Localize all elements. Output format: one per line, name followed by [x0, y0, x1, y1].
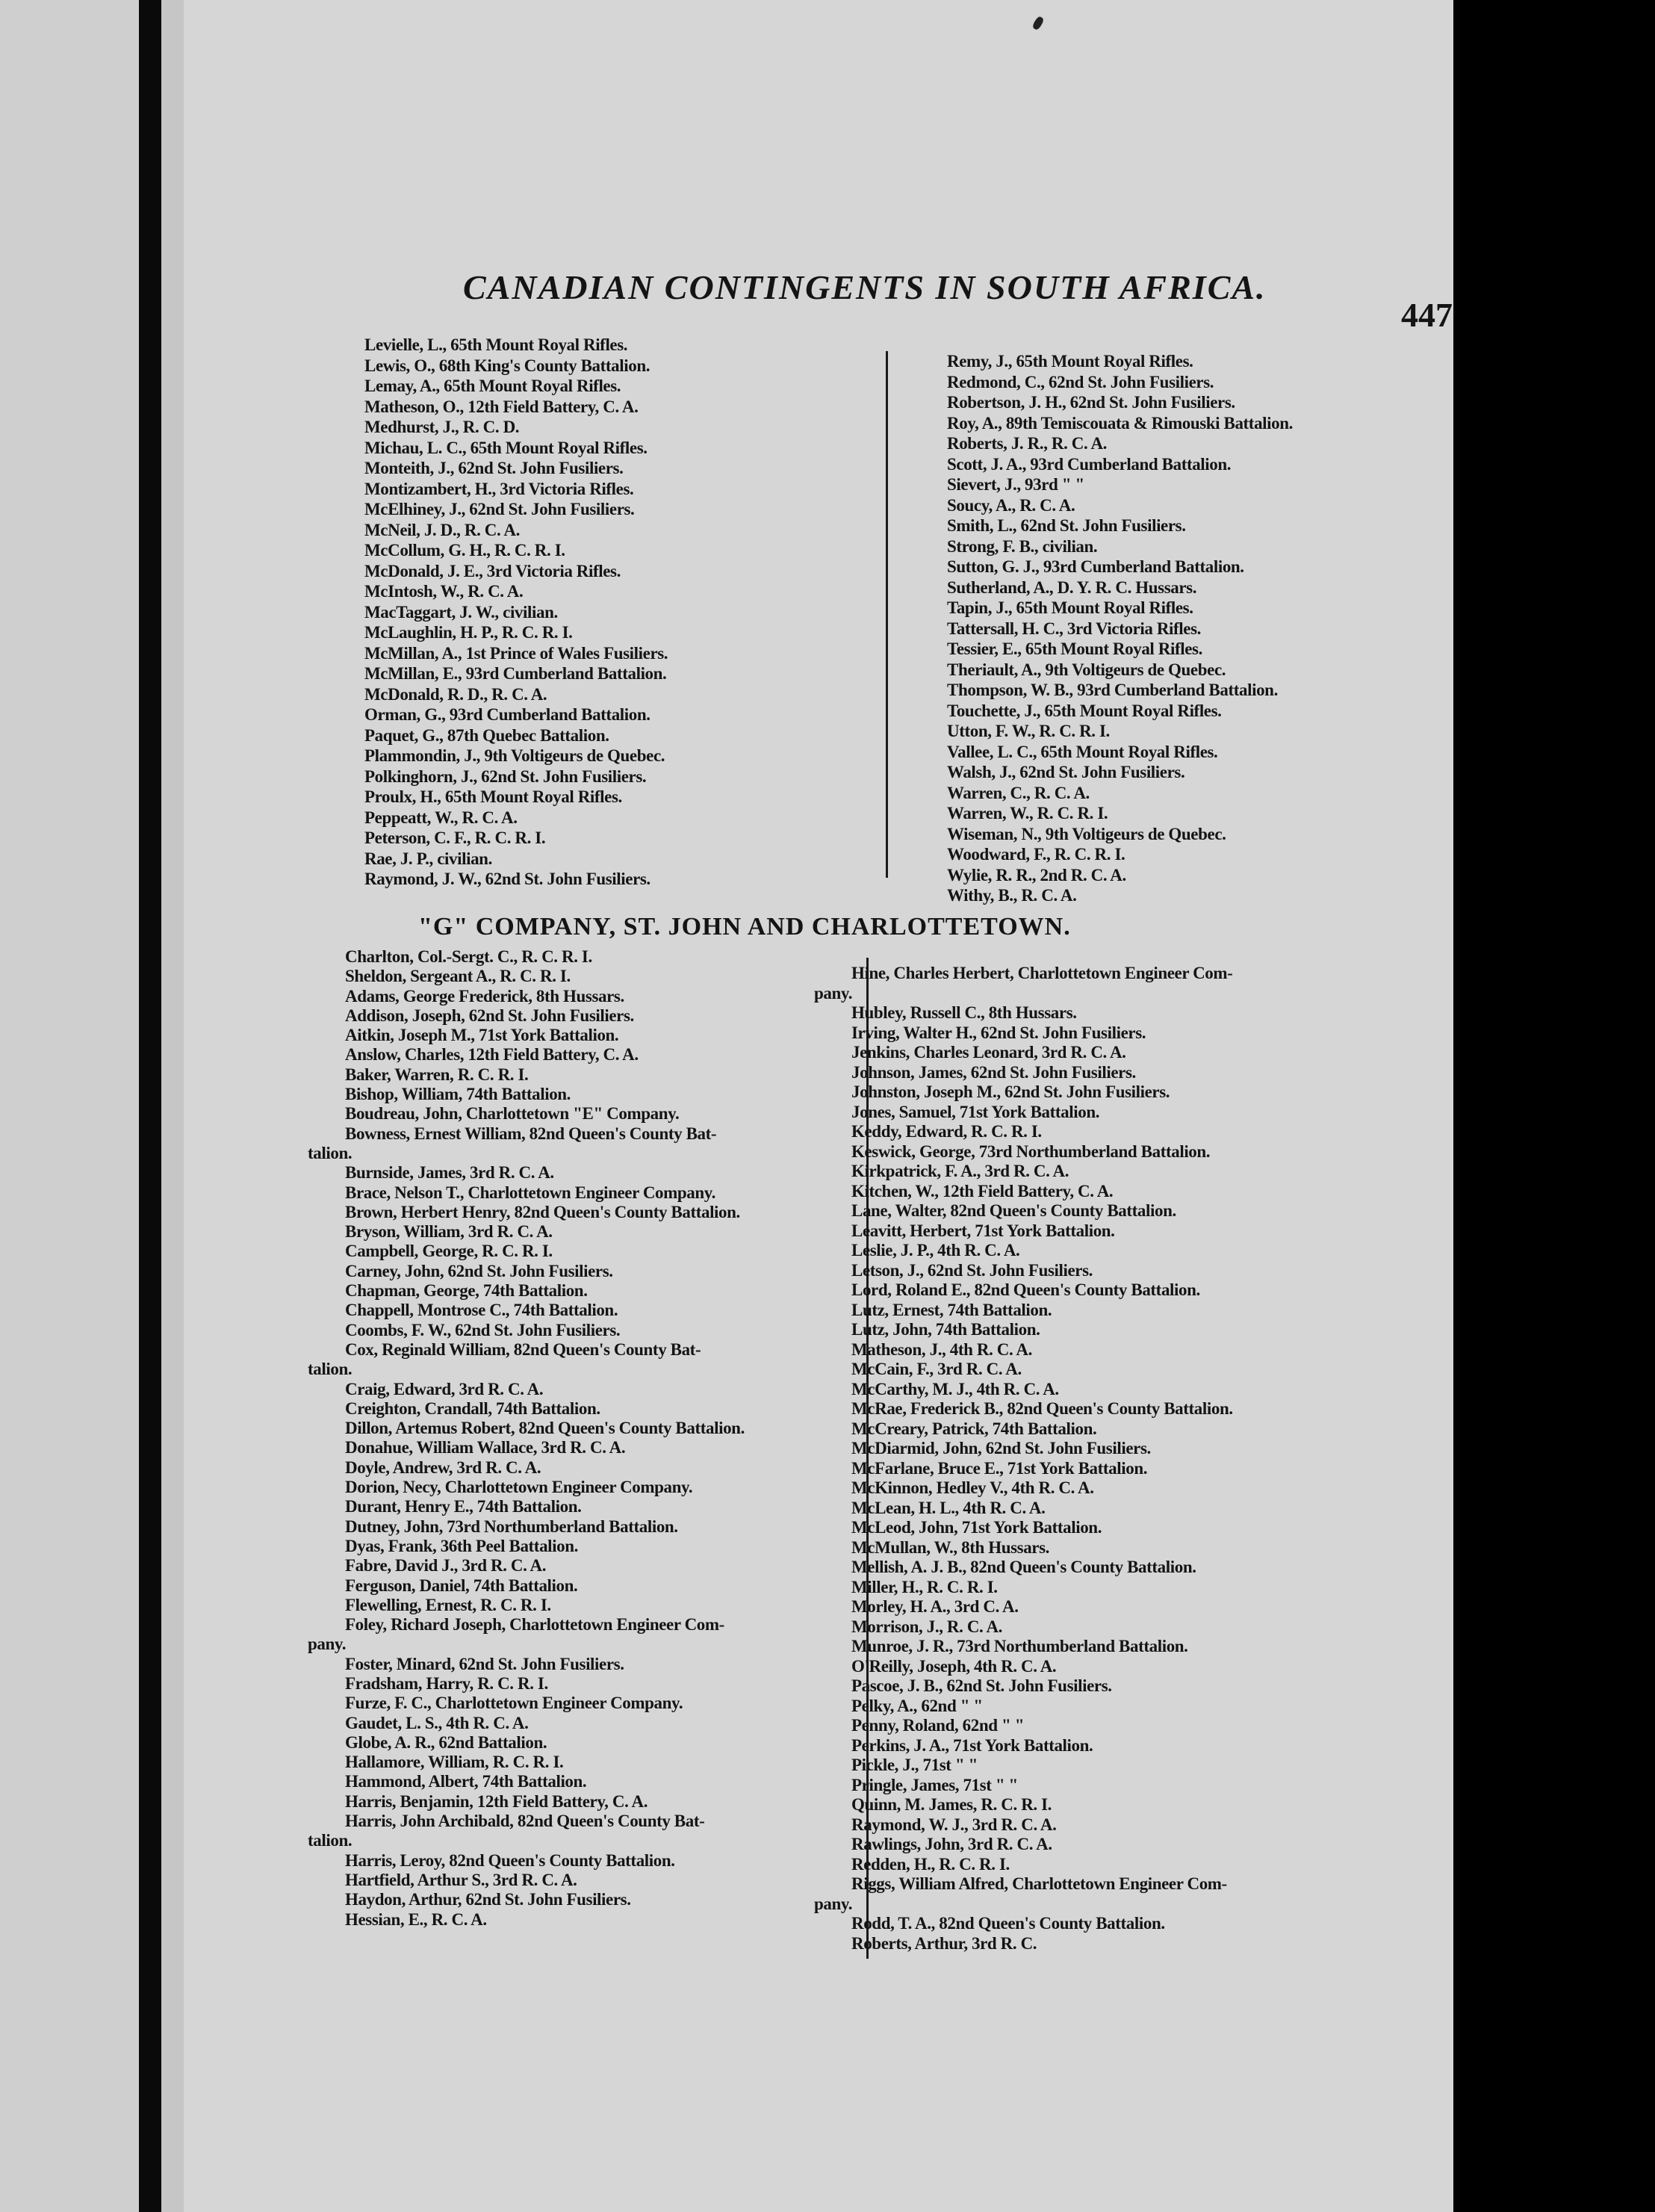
roster-entry: Matheson, J., 4th R. C. A. — [851, 1339, 1032, 1359]
roster-entry: Remy, J., 65th Mount Royal Rifles. — [947, 352, 1193, 371]
roster-entry: McCollum, G. H., R. C. R. I. — [364, 541, 565, 560]
roster-entry: Sutton, G. J., 93rd Cumberland Battalion. — [947, 557, 1244, 576]
roster-entry: Rae, J. P., civilian. — [364, 849, 492, 868]
roster-entry: Jones, Samuel, 71st York Battalion. — [851, 1102, 1100, 1121]
roster-entry: Irving, Walter H., 62nd St. John Fusiliers. — [851, 1023, 1146, 1042]
roster-entry: McKinnon, Hedley V., 4th R. C. A. — [851, 1478, 1094, 1497]
roster-entry: McMullan, W., 8th Hussars. — [851, 1537, 1050, 1557]
roster-entry: McIntosh, W., R. C. A. — [364, 582, 524, 601]
roster-entry: Levielle, L., 65th Mount Royal Rifles. — [364, 335, 628, 354]
roster-entry: Creighton, Crandall, 74th Battalion. — [345, 1398, 600, 1418]
roster-entry: Soucy, A., R. C. A. — [947, 495, 1075, 515]
roster-entry: Hubley, Russell C., 8th Hussars. — [851, 1003, 1077, 1022]
roster-entry: Peterson, C. F., R. C. R. I. — [364, 828, 546, 847]
roster-entry: Harris, John Archibald, 82nd Queen's County Bat- — [345, 1812, 705, 1831]
roster-entry: McCain, F., 3rd R. C. A. — [851, 1360, 1022, 1378]
roster-entry: Roberts, J. R., R. C. A. — [947, 434, 1107, 453]
roster-entry: Pelky, A., 62nd " " — [851, 1696, 983, 1715]
page-number: 447 — [1401, 296, 1453, 334]
roster-entry: Montizambert, H., 3rd Victoria Rifles. — [364, 479, 634, 498]
roster-entry: Addison, Joseph, 62nd St. John Fusiliers. — [345, 1006, 634, 1025]
roster-entry: Michau, L. C., 65th Mount Royal Rifles. — [364, 438, 648, 457]
roster-entry: Hammond, Albert, 74th Battalion. — [345, 1772, 587, 1791]
facing-page-edge — [0, 0, 153, 2212]
roster-entry: Robertson, J. H., 62nd St. John Fusiliers. — [947, 393, 1235, 412]
roster-entry: Utton, F. W., R. C. R. I. — [947, 722, 1110, 740]
roster-entry: McElhiney, J., 62nd St. John Fusiliers. — [364, 500, 635, 518]
roster-entry: Brown, Herbert Henry, 82nd Queen's County Battalion. — [345, 1202, 740, 1221]
roster-entry: Gaudet, L. S., 4th R. C. A. — [345, 1713, 529, 1732]
roster-entry: Paquet, G., 87th Quebec Battalion. — [364, 725, 609, 745]
roster-entry: Vallee, L. C., 65th Mount Royal Rifles. — [947, 742, 1218, 761]
roster-entry: Withy, B., R. C. A. — [947, 886, 1077, 905]
roster-entry: Fradsham, Harry, R. C. R. I. — [345, 1673, 548, 1693]
roster-entry: Warren, C., R. C. A. — [947, 783, 1090, 802]
roster-entry: O'Reilly, Joseph, 4th R. C. A. — [851, 1656, 1057, 1676]
roster-entry: Tessier, E., 65th Mount Royal Rifles. — [947, 639, 1202, 658]
roster-entry: Burnside, James, 3rd R. C. A. — [345, 1163, 554, 1183]
roster-entry: Proulx, H., 65th Mount Royal Rifles. — [364, 787, 622, 806]
roster-entry: McDiarmid, John, 62nd St. John Fusiliers. — [851, 1439, 1151, 1457]
roster-entry: Sievert, J., 93rd " " — [947, 475, 1084, 494]
roster-entry: Dutney, John, 73rd Northumberland Battalion. — [345, 1517, 678, 1536]
roster-entry: Kitchen, W., 12th Field Battery, C. A. — [851, 1181, 1114, 1201]
roster-entry: Strong, F. B., civilian. — [947, 536, 1098, 556]
roster-entry: Munroe, J. R., 73rd Northumberland Battalion. — [851, 1637, 1188, 1655]
roster-entry: MacTaggart, J. W., civilian. — [364, 602, 558, 622]
roster-entry: Tattersall, H. C., 3rd Victoria Rifles. — [947, 619, 1202, 638]
roster-entry: Penny, Roland, 62nd " " — [851, 1716, 1025, 1735]
top-right-column — [947, 351, 1293, 906]
roster-entry: Keddy, Edward, R. C. R. I. — [851, 1122, 1042, 1141]
roster-entry: Pickle, J., 71st " " — [851, 1756, 978, 1774]
roster-entry: talion. — [308, 1831, 353, 1850]
roster-entry: Tapin, J., 65th Mount Royal Rifles. — [947, 598, 1193, 617]
roster-entry: Quinn, M. James, R. C. R. I. — [851, 1795, 1052, 1814]
roster-entry: Roy, A., 89th Temiscouata & Rimouski Battalion. — [947, 413, 1293, 433]
roster-entry: Polkinghorn, J., 62nd St. John Fusiliers. — [364, 766, 647, 786]
roster-entry: Chappell, Montrose C., 74th Battalion. — [345, 1301, 618, 1320]
roster-entry: Durant, Henry E., 74th Battalion. — [345, 1497, 582, 1517]
roster-entry: Johnson, James, 62nd St. John Fusiliers. — [851, 1062, 1136, 1082]
roster-entry: Bryson, William, 3rd R. C. A. — [345, 1222, 553, 1242]
roster-entry: Hessian, E., R. C. A. — [345, 1909, 487, 1929]
roster-entry: Keswick, George, 73rd Northumberland Battalion. — [851, 1141, 1211, 1161]
roster-entry: Morrison, J., R. C. A. — [851, 1617, 1003, 1636]
roster-entry: Rodd, T. A., 82nd Queen's County Battalion. — [851, 1914, 1165, 1933]
roster-entry: Hallamore, William, R. C. R. I. — [345, 1753, 564, 1772]
roster-entry: Ferguson, Daniel, 74th Battalion. — [345, 1576, 578, 1595]
roster-entry: Bowness, Ernest William, 82nd Queen's County Bat- — [345, 1124, 717, 1143]
roster-entry: McLeod, John, 71st York Battalion. — [851, 1518, 1102, 1537]
roster-entry: McFarlane, Bruce E., 71st York Battalion. — [851, 1458, 1148, 1478]
roster-entry: Globe, A. R., 62nd Battalion. — [345, 1732, 547, 1752]
roster-entry: Smith, L., 62nd St. John Fusiliers. — [947, 516, 1186, 535]
roster-entry: Hine, Charles Herbert, Charlottetown Engineer Com- — [851, 964, 1233, 982]
roster-entry: Woodward, F., R. C. R. I. — [947, 845, 1125, 864]
roster-entry: Jenkins, Charles Leonard, 3rd R. C. A. — [851, 1043, 1126, 1062]
roster-entry: Coombs, F. W., 62nd St. John Fusiliers. — [345, 1320, 621, 1339]
roster-entry: Scott, J. A., 93rd Cumberland Battalion. — [947, 454, 1232, 474]
roster-entry: Cox, Reginald William, 82nd Queen's County Bat- — [345, 1339, 701, 1359]
roster-entry: Medhurst, J., R. C. D. — [364, 418, 520, 436]
roster-entry: Touchette, J., 65th Mount Royal Rifles. — [947, 701, 1222, 720]
roster-entry: Mellish, A. J. B., 82nd Queen's County Battalion. — [851, 1558, 1196, 1576]
roster-entry: Pringle, James, 71st " " — [851, 1775, 1018, 1794]
roster-entry: Foster, Minard, 62nd St. John Fusiliers. — [345, 1654, 624, 1673]
roster-entry: Kirkpatrick, F. A., 3rd R. C. A. — [851, 1162, 1069, 1180]
roster-entry: Donahue, William Wallace, 3rd R. C. A. — [345, 1438, 626, 1457]
roster-entry: talion. — [308, 1143, 353, 1162]
roster-entry: McCarthy, M. J., 4th R. C. A. — [851, 1379, 1059, 1398]
roster-entry: McNeil, J. D., R. C. A. — [364, 520, 520, 539]
roster-entry: Lutz, John, 74th Battalion. — [851, 1320, 1040, 1339]
roster-entry: Walsh, J., 62nd St. John Fusiliers. — [947, 763, 1185, 781]
roster-entry: Brace, Nelson T., Charlottetown Engineer Company. — [345, 1183, 715, 1202]
roster-entry: Sheldon, Sergeant A., R. C. R. I. — [345, 967, 571, 986]
roster-entry: Adams, George Frederick, 8th Hussars. — [345, 986, 624, 1006]
roster-entry: Aitkin, Joseph M., 71st York Battalion. — [345, 1026, 619, 1045]
roster-entry: Wiseman, N., 9th Voltigeurs de Quebec. — [947, 824, 1226, 843]
roster-entry: Furze, F. C., Charlottetown Engineer Company. — [345, 1694, 683, 1713]
roster-entry: Raymond, W. J., 3rd R. C. A. — [851, 1815, 1057, 1834]
roster-entry: Bishop, William, 74th Battalion. — [345, 1085, 571, 1104]
roster-entry: Foley, Richard Joseph, Charlottetown Engineer Com- — [345, 1615, 724, 1635]
roster-entry: Pascoe, J. B., 62nd St. John Fusiliers. — [851, 1676, 1112, 1695]
roster-entry: Dillon, Artemus Robert, 82nd Queen's County Battalion. — [345, 1419, 745, 1438]
roster-entry: Campbell, George, R. C. R. I. — [345, 1242, 553, 1261]
page-margin-shadow — [161, 0, 184, 2212]
roster-entry: Dyas, Frank, 36th Peel Battalion. — [345, 1536, 578, 1555]
roster-entry: McRae, Frederick B., 82nd Queen's County Battalion. — [851, 1399, 1233, 1418]
roster-entry: McCreary, Patrick, 74th Battalion. — [851, 1419, 1097, 1438]
roster-entry: Lemay, A., 65th Mount Royal Rifles. — [364, 377, 621, 395]
roster-entry: Flewelling, Ernest, R. C. R. I. — [345, 1595, 551, 1614]
roster-entry: Monteith, J., 62nd St. John Fusiliers. — [364, 459, 624, 477]
roster-entry: Hartfield, Arthur S., 3rd R. C. A. — [345, 1870, 577, 1889]
roster-entry: Plammondin, J., 9th Voltigeurs de Quebec. — [364, 746, 665, 765]
roster-entry: talion. — [308, 1360, 353, 1379]
roster-entry: Miller, H., R. C. R. I. — [851, 1577, 998, 1596]
top-left-column — [364, 335, 668, 890]
roster-entry: Rawlings, John, 3rd R. C. A. — [851, 1835, 1052, 1853]
roster-entry: Baker, Warren, R. C. R. I. — [345, 1065, 529, 1084]
roster-entry: pany. — [814, 1894, 853, 1913]
roster-entry: Charlton, Col.-Sergt. C., R. C. R. I. — [345, 947, 592, 966]
book-gutter — [139, 0, 161, 2212]
roster-entry: Dorion, Necy, Charlottetown Engineer Company. — [345, 1478, 693, 1497]
roster-entry: Harris, Leroy, 82nd Queen's County Battalion. — [345, 1850, 675, 1870]
bottom-right-column — [814, 964, 1233, 1954]
roster-entry: McDonald, J. E., 3rd Victoria Rifles. — [364, 561, 621, 580]
roster-entry: McMillan, A., 1st Prince of Wales Fusiliers. — [364, 643, 668, 663]
roster-entry: Craig, Edward, 3rd R. C. A. — [345, 1379, 544, 1398]
roster-entry: Anslow, Charles, 12th Field Battery, C. A. — [345, 1045, 639, 1065]
roster-entry: Peppeatt, W., R. C. A. — [364, 808, 518, 827]
roster-entry: McLaughlin, H. P., R. C. R. I. — [364, 623, 573, 642]
roster-entry: Raymond, J. W., 62nd St. John Fusiliers. — [364, 870, 650, 888]
bottom-left-column — [308, 947, 745, 1930]
roster-entry: Leavitt, Herbert, 71st York Battalion. — [851, 1221, 1115, 1240]
roster-entry: Orman, G., 93rd Cumberland Battalion. — [364, 705, 650, 724]
roster-entry: Chapman, George, 74th Battalion. — [345, 1281, 588, 1301]
roster-entry: Theriault, A., 9th Voltigeurs de Quebec. — [947, 660, 1226, 679]
roster-entry: Thompson, W. B., 93rd Cumberland Battalion. — [947, 681, 1278, 699]
roster-entry: Doyle, Andrew, 3rd R. C. A. — [345, 1457, 541, 1477]
roster-entry: Letson, J., 62nd St. John Fusiliers. — [851, 1260, 1093, 1280]
roster-entry: Riggs, William Alfred, Charlottetown Engineer Com- — [851, 1874, 1227, 1893]
roster-entry: Leslie, J. P., 4th R. C. A. — [851, 1241, 1020, 1260]
roster-entry: pany. — [814, 983, 853, 1003]
roster-entry: Fabre, David J., 3rd R. C. A. — [345, 1556, 547, 1576]
roster-entry: Lutz, Ernest, 74th Battalion. — [851, 1300, 1052, 1319]
roster-entry: Lewis, O., 68th King's County Battalion. — [364, 356, 650, 375]
roster-entry: Matheson, O., 12th Field Battery, C. A. — [364, 397, 639, 416]
roster-entry: Lane, Walter, 82nd Queen's County Battalion. — [851, 1201, 1176, 1220]
column-divider-top — [886, 351, 888, 878]
roster-entry: Haydon, Arthur, 62nd St. John Fusiliers. — [345, 1890, 631, 1909]
roster-entry: Boudreau, John, Charlottetown "E" Company. — [345, 1104, 680, 1124]
roster-entry: Harris, Benjamin, 12th Field Battery, C. A. — [345, 1791, 648, 1811]
roster-entry: Sutherland, A., D. Y. R. C. Hussars. — [947, 577, 1197, 597]
roster-entry: McMillan, E., 93rd Cumberland Battalion. — [364, 664, 667, 683]
section-heading: "G" COMPANY, ST. JOHN AND CHARLOTTETOWN. — [418, 913, 1071, 941]
roster-entry: McDonald, R. D., R. C. A. — [364, 684, 547, 704]
roster-entry: Redmond, C., 62nd St. John Fusiliers. — [947, 372, 1214, 391]
roster-entry: Morley, H. A., 3rd C. A. — [851, 1597, 1019, 1616]
roster-entry: Perkins, J. A., 71st York Battalion. — [851, 1735, 1093, 1755]
roster-entry: Lord, Roland E., 82nd Queen's County Battalion. — [851, 1280, 1200, 1299]
roster-entry: Carney, John, 62nd St. John Fusiliers. — [345, 1261, 613, 1280]
roster-entry: Warren, W., R. C. R. I. — [947, 804, 1108, 822]
roster-entry: Wylie, R. R., 2nd R. C. A. — [947, 865, 1126, 885]
roster-entry: pany. — [308, 1635, 347, 1654]
roster-entry: McLean, H. L., 4th R. C. A. — [851, 1498, 1046, 1517]
roster-entry: Roberts, Arthur, 3rd R. C. — [851, 1933, 1037, 1953]
roster-entry: Johnston, Joseph M., 62nd St. John Fusiliers. — [851, 1082, 1170, 1101]
roster-entry: Redden, H., R. C. R. I. — [851, 1854, 1010, 1874]
running-header: CANADIAN CONTINGENTS IN SOUTH AFRICA. — [463, 268, 1267, 306]
